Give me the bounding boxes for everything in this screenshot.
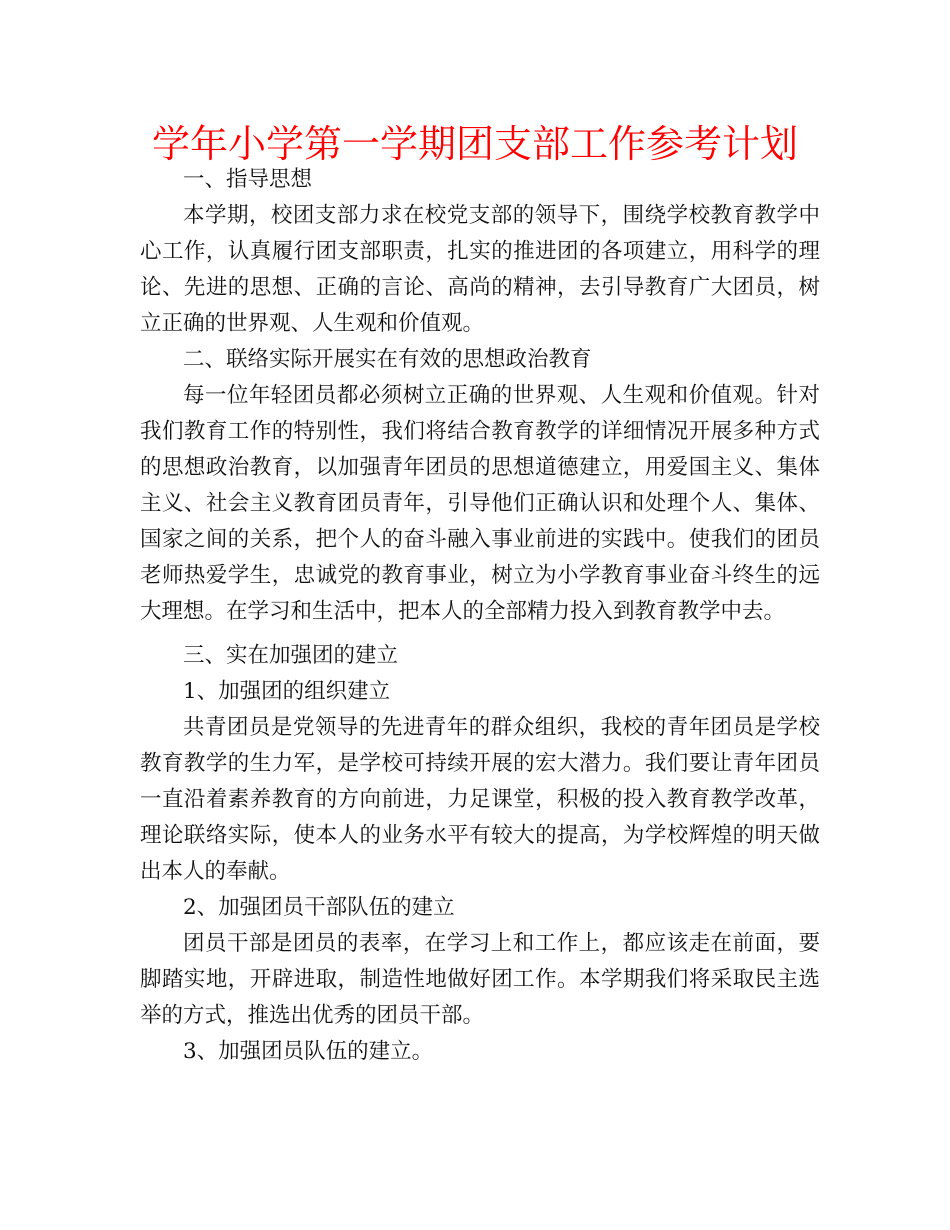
body-paragraph: 本学期，校团支部力求在校党支部的领导下，围绕学校教育教学中心工作，认真履行团支部职责，扎实的推进团的各项建立，用科学的理论、先进的思想、正确的言论、高尚的精神，去引导教育广大团员，树立正确的世界观、人生观和价值观。	[140, 203, 820, 336]
section-heading: 三、实在加强团的建立	[183, 643, 399, 668]
section-heading: 二、联络实际开展实在有效的思想政治教育	[183, 347, 592, 372]
body-paragraph: 共青团员是党领导的先进青年的群众组织，我校的青年团员是学校教育教学的生力军，是学校可持续开展的宏大潜力。我们要让青年团员一直沿着素养教育的方向前进，力足课堂，积极的投入教育教学改革，理论联络实际，使本人的业务水平有较大的提高，为学校辉煌的明天做出本人的奉献。	[140, 715, 820, 884]
document-title: 学年小学第一学期团支部工作参考计划	[151, 122, 798, 166]
body-paragraph: 每一位年轻团员都必须树立正确的世界观、人生观和价值观。针对我们教育工作的特别性，我们将结合教育教学的详细情况开展多种方式的思想政治教育，以加强青年团员的思想道德建立，用爱国主义、集体主义、社会主义教育团员青年，引导他们正确认识和处理个人、集体、国家之间的关系，把个人的奋斗融入事业前进的实践中。使我们的团员老师热爱学生，忠诚党的教育事业，树立为小学教育事业奋斗终生的远大理想。在学习和生活中，把本人的全部精力投入到教育教学中去。	[140, 383, 820, 624]
body-paragraph: 团员干部是团员的表率，在学习上和工作上，都应该走在前面，要脚踏实地，开辟进取，制造性地做好团工作。本学期我们将采取民主选举的方式，推选出优秀的团员干部。	[140, 931, 820, 1028]
subsection-heading: 2、加强团员干部队伍的建立	[183, 895, 455, 920]
document-body	[140, 162, 820, 1070]
subsection-heading: 1、加强团的组织建立	[183, 679, 391, 704]
subsection-heading: 3、加强团员队伍的建立。	[183, 1039, 434, 1064]
section-heading: 一、指导思想	[183, 167, 313, 192]
